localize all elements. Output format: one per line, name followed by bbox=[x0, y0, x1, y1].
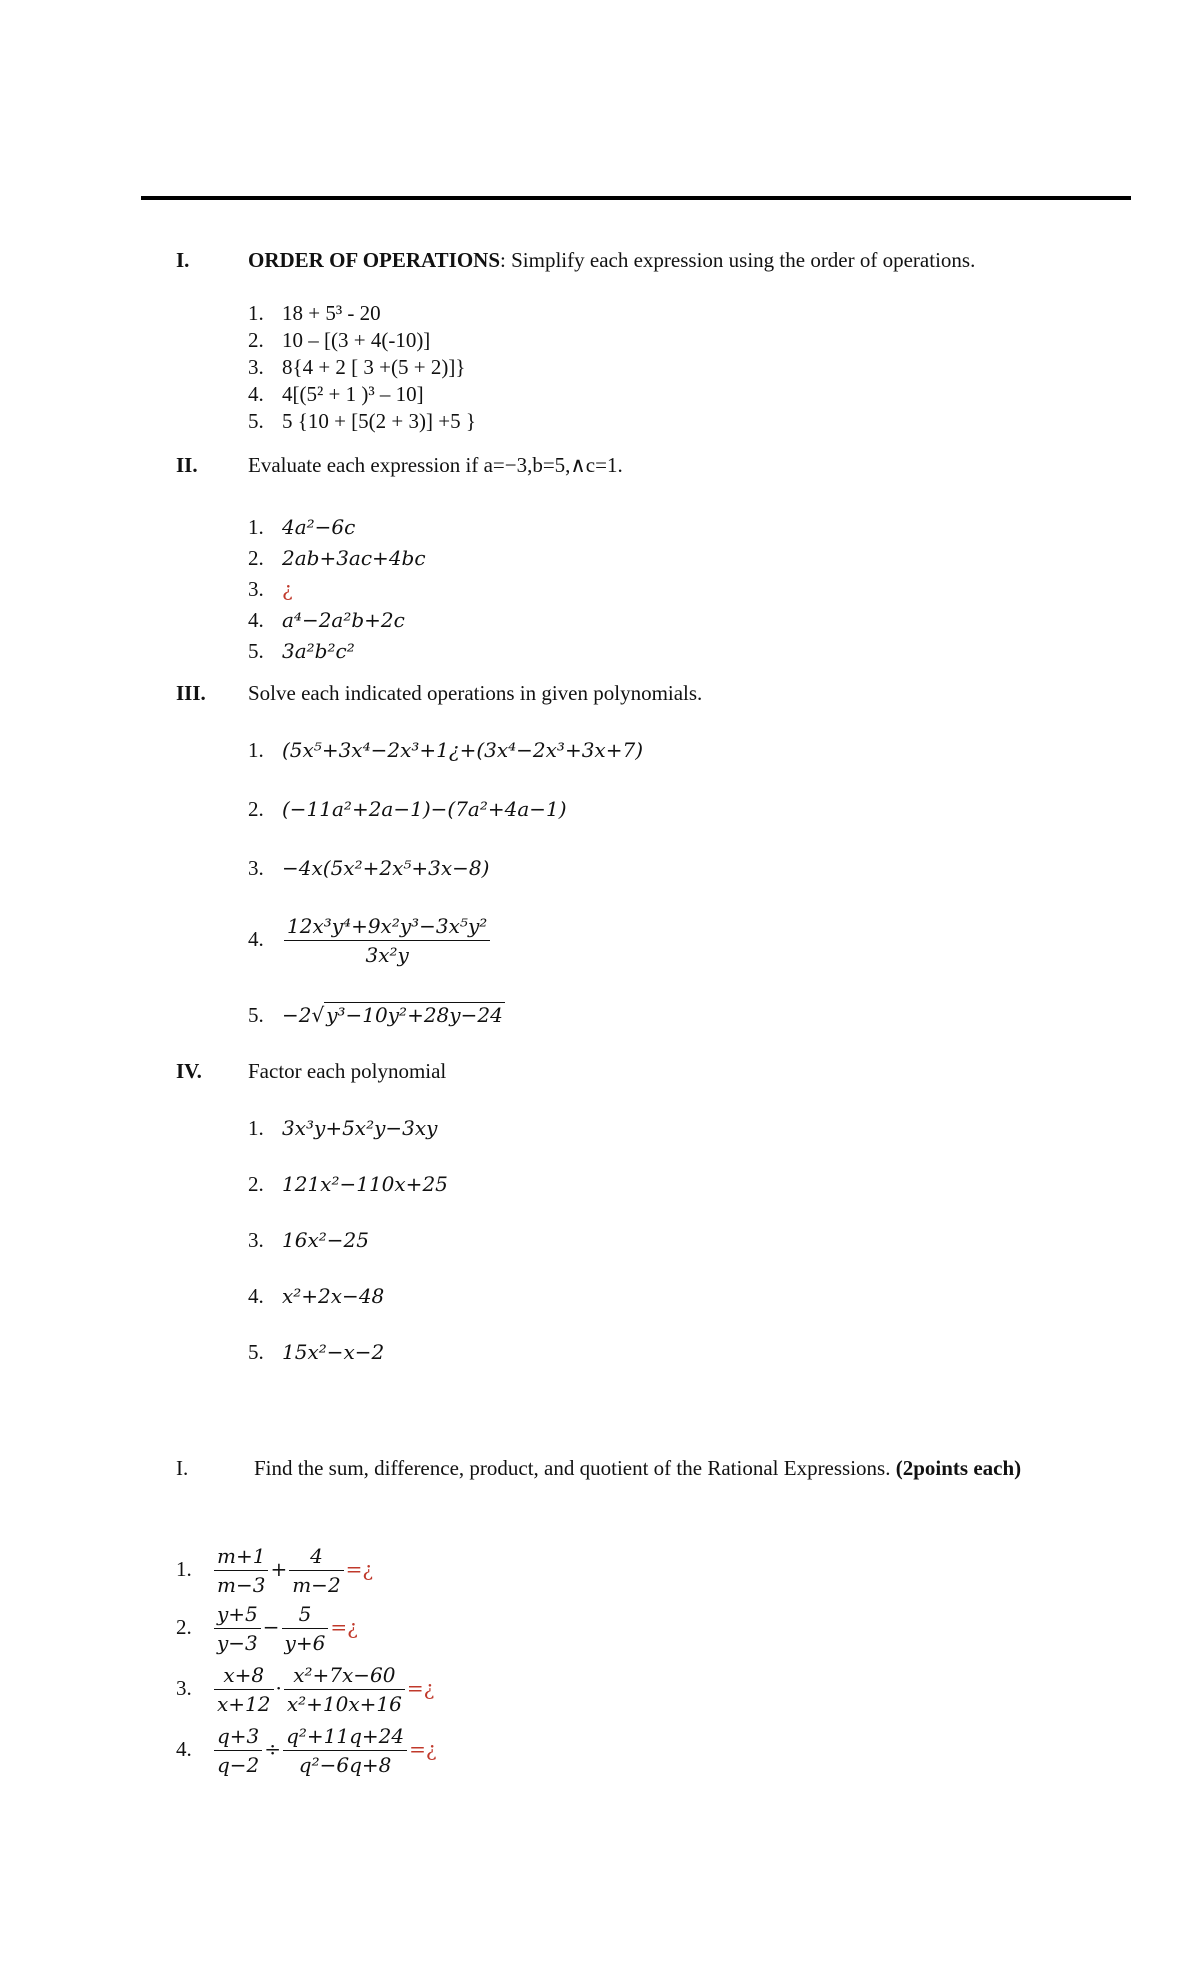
section-iv-instruction: Factor each polynomial bbox=[248, 1059, 447, 1083]
fraction: $\frac{q+3}{q-2}$ bbox=[214, 1722, 262, 1779]
list-item: 1. 3x³y+5x²y−3xy bbox=[248, 1116, 438, 1140]
section-ii-number: II. bbox=[176, 453, 198, 477]
list-item: 1. 18 + 5³ - 20 bbox=[248, 301, 381, 325]
section-rational-number: I. bbox=[176, 1456, 189, 1480]
fraction: $\frac{m+1}{m-3}$ bbox=[214, 1542, 268, 1599]
list-item: 1. (5x⁵+3x⁴−2x³+1¿+(3x⁴−2x³+3x+7) bbox=[248, 738, 643, 762]
section-i-title: ORDER OF OPERATIONS bbox=[248, 248, 501, 272]
section-iii-number: III. bbox=[176, 681, 206, 705]
list-item: 4. 4[(5² + 1 )³ – 10] bbox=[248, 382, 424, 406]
fraction: $\frac{x+8}{x+12}$ bbox=[214, 1661, 274, 1718]
section-i-instruction: : Simplify each expression using the order of operations. bbox=[500, 248, 976, 272]
radicand: y³−10y²+28y−24 bbox=[326, 1003, 503, 1027]
list-item: 5. −2√ y³−10y²+28y−24 bbox=[248, 1003, 503, 1027]
list-item: 1. $\frac{m+1}{m-3}$ + $\frac{4}{m-2}$ =¿ bbox=[176, 1544, 374, 1597]
list-item: 1. 4a²−6c bbox=[248, 515, 356, 539]
list-item: 3. −4x(5x²+2x⁵+3x−8) bbox=[248, 856, 490, 880]
list-item: 3. ¿ bbox=[248, 577, 293, 601]
list-item: 5. 15x²−x−2 bbox=[248, 1340, 385, 1364]
section-rational-heading bbox=[176, 1456, 1021, 1481]
list-item: 2. 2ab+3ac+4bc bbox=[248, 546, 426, 570]
section-iii-instruction: Solve each indicated operations in given polynomials. bbox=[248, 681, 703, 705]
list-item: 2. 10 – [(3 + 4(-10)] bbox=[248, 328, 431, 352]
list-item: 5. 3a²b²c² bbox=[248, 639, 355, 663]
fraction: $\frac{\text{x²+7x−60}}{\text{x²+10x+16}}$ bbox=[284, 1661, 405, 1718]
fraction: $\frac{\text{12x³y⁴+9x²y³−3x⁵y²}}{\text{3x²y}}$ bbox=[284, 912, 490, 969]
list-item: 4. $\frac{\text{12x³y⁴+9x²y³−3x⁵y²}}{\text{3x²y}}$ bbox=[248, 912, 492, 969]
list-item: 5. 5 {10 + [5(2 + 3)] +5 } bbox=[248, 409, 476, 433]
list-item: 3. 16x²−25 bbox=[248, 1228, 369, 1252]
list-item: 2. $\frac{y+5}{y-3}$ − $\frac{5}{y+6}$ =¿ bbox=[176, 1602, 358, 1655]
fraction: $\frac{5}{y+6}$ bbox=[282, 1600, 329, 1657]
section-i-number: I. bbox=[176, 248, 190, 272]
fraction: $\frac{\text{q²+11q+24}}{\text{q²−6q+8}}$ bbox=[283, 1722, 407, 1779]
points-label: (2points each) bbox=[895, 1456, 1022, 1480]
fraction: $\frac{4}{m-2}$ bbox=[289, 1542, 343, 1599]
fraction: $\frac{y+5}{y-3}$ bbox=[214, 1600, 261, 1657]
section-ii-instruction: Evaluate each expression if a=−3,b=5,∧c=1. bbox=[248, 453, 623, 477]
list-item: 4. x²+2x−48 bbox=[248, 1284, 385, 1308]
section-rational-instruction: Find the sum, difference, product, and quotient of the Rational Expressions. bbox=[254, 1456, 896, 1480]
list-item: 4. $\frac{q+3}{q-2}$ ÷ $\frac{\text{q²+11q+24}}{\text{q²−6q+8}}$ =¿ bbox=[176, 1724, 437, 1777]
list-item: 2. 121x²−110x+25 bbox=[248, 1172, 448, 1196]
top-horizontal-rule bbox=[141, 196, 1131, 200]
section-iv-number: IV. bbox=[176, 1059, 202, 1083]
list-item: 2. (−11a²+2a−1)−(7a²+4a−1) bbox=[248, 797, 567, 821]
list-item: 4. a⁴−2a²b+2c bbox=[248, 608, 405, 632]
list-item: 3. $\frac{x+8}{x+12}$ · $\frac{\text{x²+7x−60}}{\text{x²+10x+16}}$ =¿ bbox=[176, 1663, 435, 1716]
list-item: 3. 8{4 + 2 [ 3 +(5 + 2)]} bbox=[248, 355, 466, 379]
